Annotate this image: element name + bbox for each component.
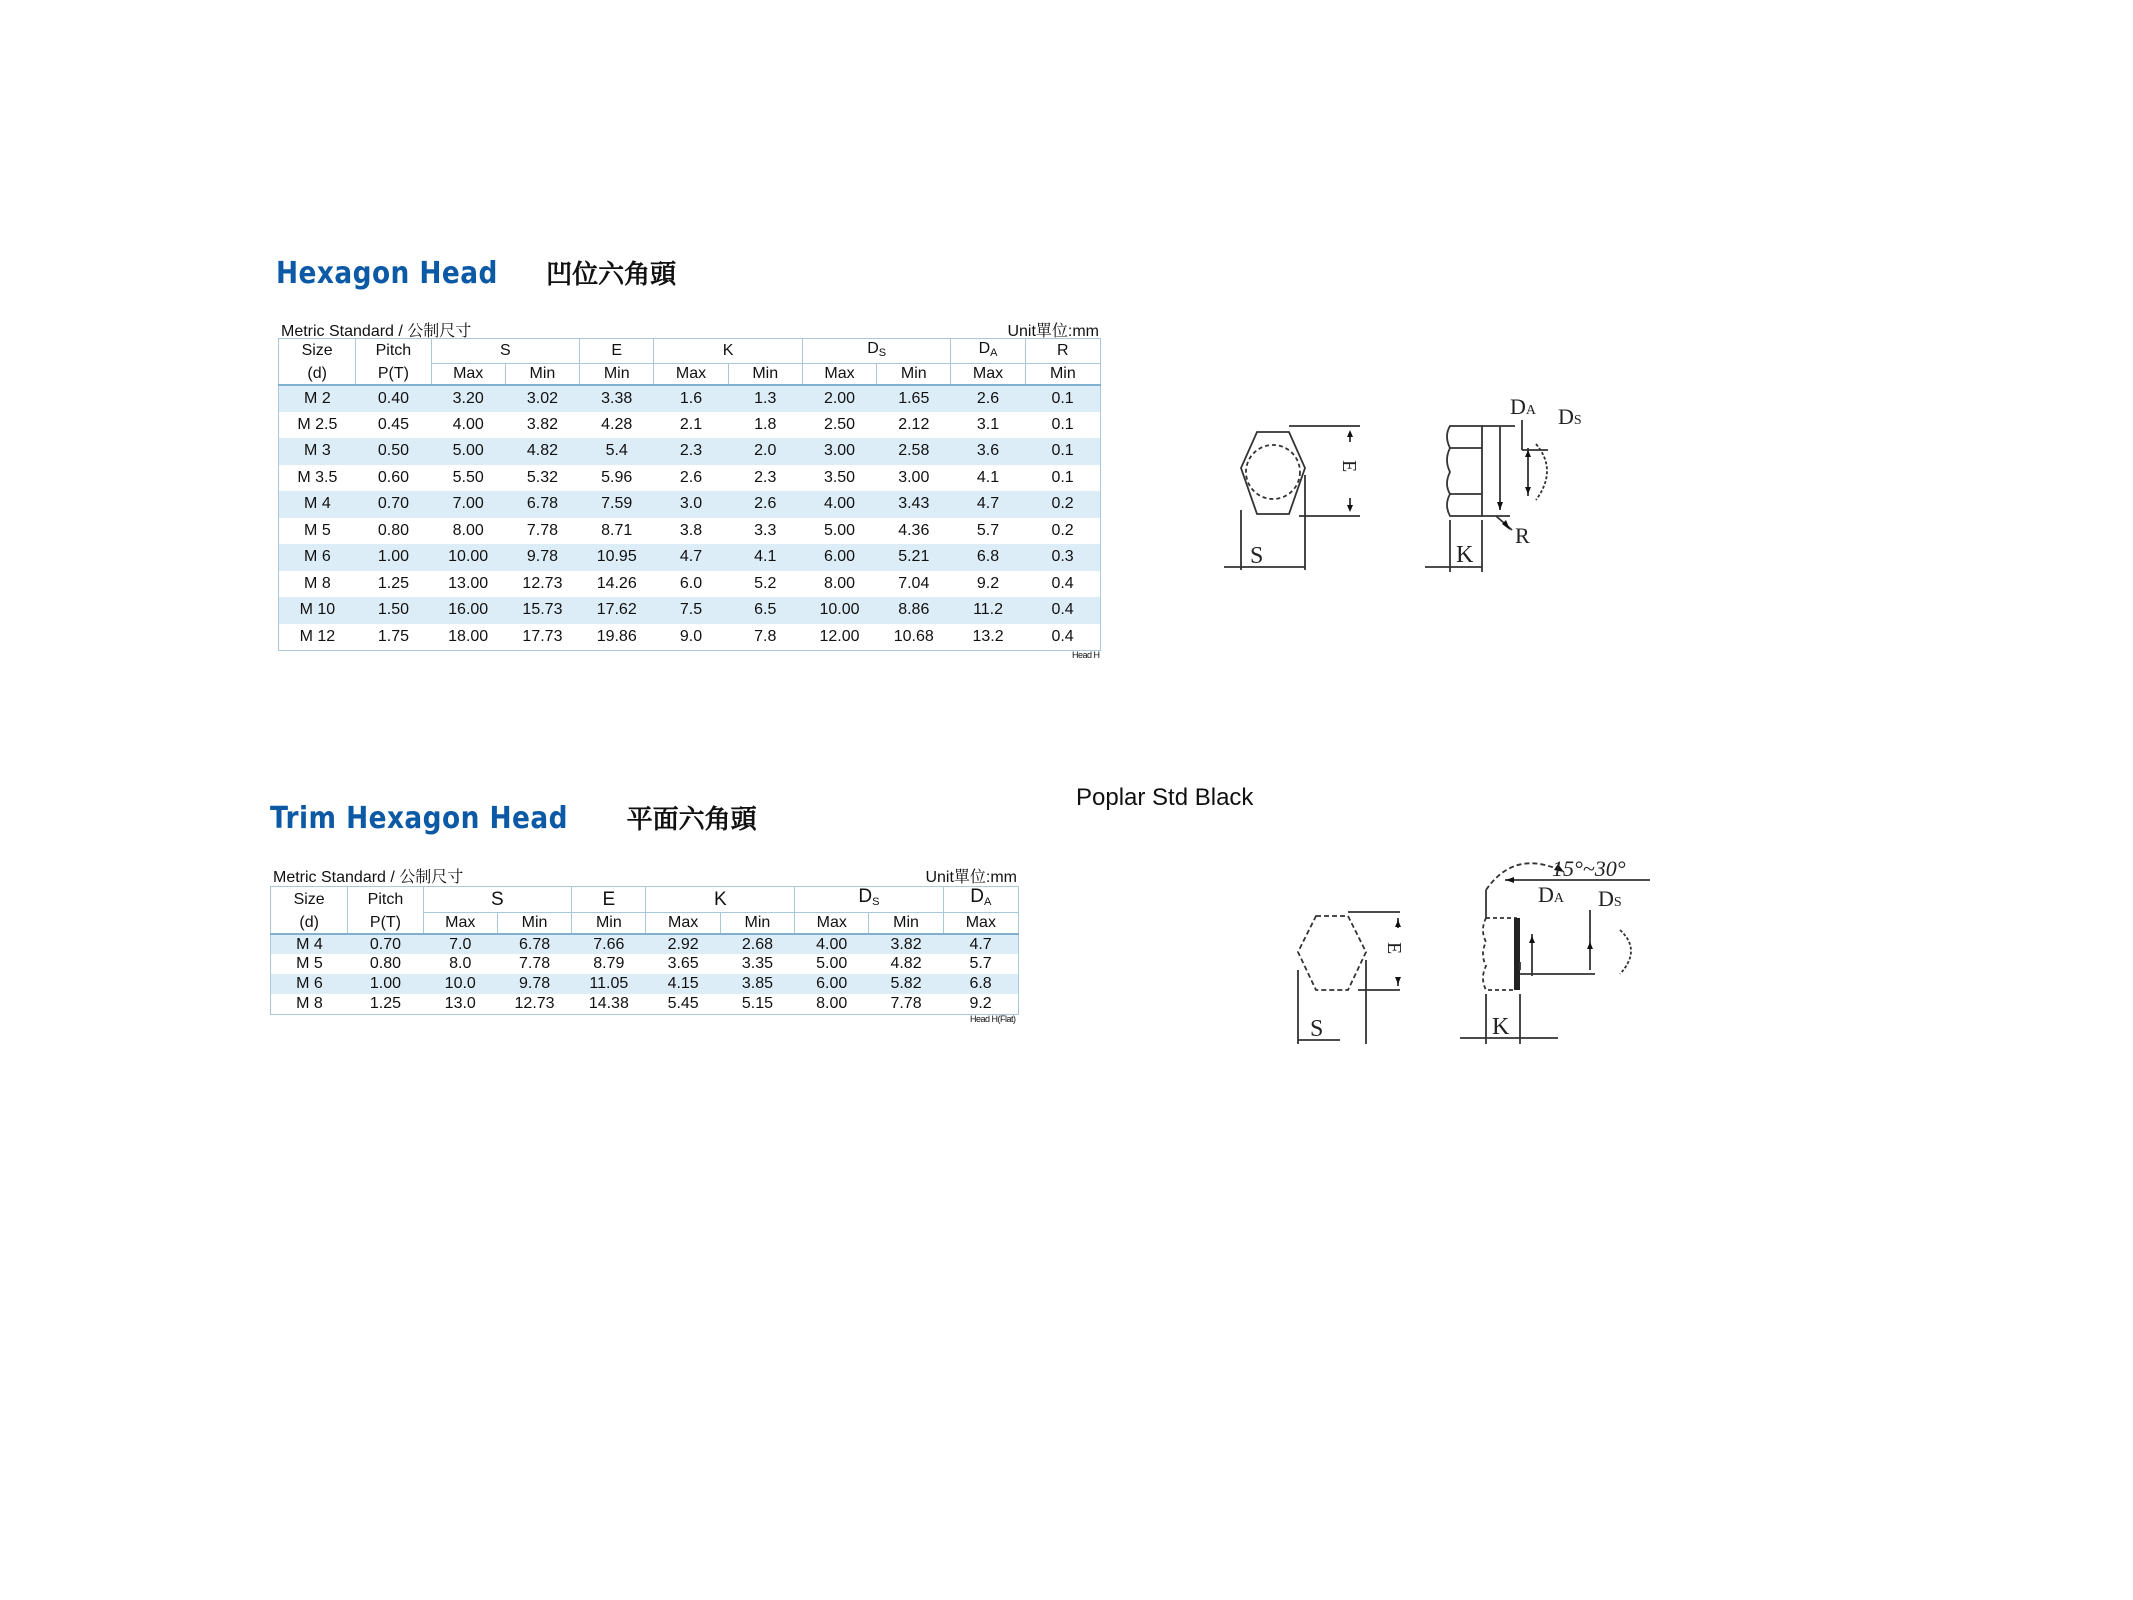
table-cell: 3.3 (754, 521, 777, 539)
table-cell: 16.00 (448, 601, 489, 619)
table-footnote: Head H (1072, 650, 1100, 660)
table-row (271, 954, 1019, 974)
table-cell: 14.26 (596, 574, 637, 592)
table-cell: 0.1 (1051, 442, 1074, 460)
table-cell: 4.00 (816, 935, 848, 953)
subhead-da-max: Max (951, 364, 1025, 386)
table-cell: 5.7 (969, 955, 992, 972)
table-cell: 8.00 (816, 994, 848, 1012)
table-cell: 1.00 (377, 548, 409, 566)
header-row-bottom (279, 364, 1101, 386)
subhead-k-max: Max (646, 913, 720, 935)
col-da: $D_A$ (951, 339, 1025, 364)
table-cell: 8.71 (601, 521, 633, 539)
label-k: K (1456, 542, 1474, 568)
subhead-k-max: Max (654, 364, 728, 386)
table-cell: M 6 (296, 975, 323, 992)
col-pitch: Pitch (356, 339, 431, 364)
table-cell: 4.15 (667, 975, 699, 992)
table-cell: 7.00 (452, 495, 484, 513)
table-cell: 3.65 (667, 955, 699, 972)
hexagon-head-diagram (1210, 390, 1630, 580)
table-cell: 2.92 (667, 935, 699, 953)
subhead-ds-max: Max (795, 913, 869, 935)
table-cell: M 4 (304, 495, 331, 513)
table-cell: 4.82 (526, 442, 559, 460)
table-cell: 18.00 (448, 627, 489, 645)
table-cell: 4.00 (823, 495, 856, 513)
table-cell: 2.58 (898, 442, 930, 460)
table-cell: 15.73 (522, 601, 563, 619)
table-cell: 12.73 (522, 574, 563, 592)
header-row-top (279, 339, 1101, 364)
table-cell: 1.25 (369, 994, 402, 1012)
table-body (271, 934, 1019, 1014)
table-cell: M 5 (296, 955, 323, 972)
metric-standard-label: Metric Standard / 公制尺寸 (281, 323, 472, 340)
table-cell: 5.50 (452, 468, 484, 486)
table-row (279, 438, 1101, 465)
table-cell: 2.6 (679, 468, 703, 486)
table-cell: 4.28 (601, 415, 633, 433)
table-cell: 3.50 (823, 468, 856, 486)
table-cell: M 12 (299, 627, 336, 645)
font-note: Poplar Std Black (1076, 784, 1254, 811)
table-cell: 0.2 (1051, 495, 1074, 513)
subhead-pt: P(T) (348, 913, 423, 935)
table-cell: 0.50 (377, 442, 409, 460)
table-cell: 3.6 (976, 442, 1000, 460)
label-angle: 15°~30° (1552, 856, 1626, 881)
table-cell: 6.00 (823, 548, 856, 566)
table-cell: 2.12 (898, 415, 930, 433)
table-cell: 4.00 (452, 415, 484, 433)
table-cell: 9.0 (679, 627, 703, 645)
table-cell: M 2 (304, 389, 331, 407)
table-cell: 3.38 (601, 389, 633, 407)
table-cell: 5.82 (890, 975, 922, 992)
col-pitch: Pitch (348, 887, 423, 913)
subhead-d: (d) (271, 913, 348, 935)
table-cell: 17.62 (596, 601, 637, 619)
table-cell: M 2.5 (297, 415, 338, 433)
table-cell: 6.0 (679, 574, 703, 592)
title-english: Trim Hexagon Head (270, 801, 568, 836)
label-r: R (1515, 523, 1530, 548)
col-size: Size (301, 342, 333, 360)
table-cell: 0.70 (369, 935, 402, 953)
label-s: S (1310, 1016, 1324, 1042)
table-cell: 0.3 (1051, 548, 1074, 566)
label-ds: DS (1558, 404, 1582, 429)
table-cell: 7.66 (593, 935, 625, 953)
table-cell: 3.8 (679, 521, 703, 539)
table-cell: 7.59 (601, 495, 633, 513)
table-cell: 5.00 (823, 521, 856, 539)
table-cell: 7.04 (898, 574, 930, 592)
table-cell: 5.15 (741, 994, 773, 1012)
col-size: Size (293, 890, 325, 908)
trim-hexagon-head-diagram (1270, 850, 1670, 1050)
table-cell: 4.36 (898, 521, 930, 539)
table-cell: 5.32 (526, 468, 559, 486)
table-cell: 6.5 (754, 601, 777, 619)
table-cell: 3.00 (898, 468, 930, 486)
table-cell: 9.2 (976, 574, 1000, 592)
table-body (279, 385, 1101, 650)
col-e: E (580, 339, 654, 364)
table-cell: 1.8 (754, 415, 777, 433)
col-k: K (646, 887, 795, 913)
table-cell: 7.78 (518, 955, 551, 972)
table-cell: 17.73 (522, 627, 563, 645)
table-cell: 10.00 (448, 548, 489, 566)
table-cell: 3.82 (526, 415, 559, 433)
table-cell: 2.3 (679, 442, 703, 460)
table-cell: M 8 (296, 994, 323, 1012)
spec-table-trim-hexagon-head (270, 886, 1019, 1015)
table-cell: 12.73 (514, 994, 555, 1012)
table-cell: 0.1 (1051, 389, 1074, 407)
table-cell: 1.50 (377, 601, 409, 619)
subhead-s-max: Max (431, 364, 505, 386)
unit-label: Unit單位:mm (1007, 323, 1099, 340)
col-s: S (423, 887, 572, 913)
table-cell: M 6 (304, 548, 331, 566)
subhead-s-max: Max (423, 913, 497, 935)
table-cell: 3.82 (890, 935, 922, 953)
table-cell: 3.0 (679, 495, 703, 513)
table-cell: 0.40 (377, 389, 409, 407)
table-cell: 2.6 (754, 495, 777, 513)
title-chinese: 凹位六角頭 (546, 260, 677, 290)
table-cell: 0.45 (377, 415, 409, 433)
table-cell: 2.50 (823, 415, 856, 433)
subhead-e-min: Min (572, 913, 646, 935)
section-title-hexagon-head (276, 254, 676, 291)
table-cell: 8.79 (593, 955, 625, 972)
subhead-d: (d) (279, 364, 356, 386)
table-row (279, 385, 1101, 412)
table-cell: 3.35 (741, 955, 773, 972)
table-cell: 9.78 (518, 975, 551, 992)
table-cell: 3.85 (741, 975, 773, 992)
table-cell: 5.7 (976, 521, 1000, 539)
table-cell: 4.1 (754, 548, 777, 566)
table-cell: 8.0 (449, 955, 472, 972)
col-r: R (1025, 339, 1100, 364)
table-cell: 1.3 (754, 389, 777, 407)
label-s: S (1250, 543, 1264, 569)
table-cell: 13.0 (444, 994, 476, 1012)
table-cell: 2.3 (754, 468, 777, 486)
table-cell: 4.7 (969, 935, 992, 953)
table-cell: 11.2 (973, 601, 1004, 619)
table-row (279, 597, 1101, 624)
table-cell: 2.0 (754, 442, 777, 460)
hex-outline (1298, 916, 1366, 990)
col-ds: $D_S$ (795, 887, 944, 913)
col-ds: $D_S$ (802, 339, 951, 364)
table-cell: 10.95 (596, 548, 637, 566)
col-e: E (572, 887, 646, 913)
table-cell: 7.78 (526, 521, 559, 539)
table-footnote: Head H(Flat) (970, 1014, 1016, 1024)
table-cell: 0.80 (369, 955, 402, 972)
header-row-top (271, 887, 1019, 913)
table-cell: 1.75 (377, 627, 409, 645)
table-cell: 8.86 (898, 601, 930, 619)
unit-label: Unit單位:mm (925, 869, 1017, 886)
title-english: Hexagon Head (276, 256, 498, 291)
table-cell: 7.78 (890, 994, 922, 1012)
subhead-k-min: Min (720, 913, 794, 935)
table-cell: 0.2 (1051, 521, 1074, 539)
table-cell: 2.1 (679, 415, 703, 433)
header-row-bottom (271, 913, 1019, 935)
table-cell: 4.1 (976, 468, 1000, 486)
table-cell: 9.78 (526, 548, 559, 566)
table-row (279, 518, 1101, 545)
table-cell: 0.4 (1051, 601, 1074, 619)
label-e: E (1383, 942, 1405, 955)
table-cell: 9.2 (969, 994, 992, 1012)
label-da: DA (1538, 882, 1565, 907)
spec-table-hexagon-head (278, 338, 1101, 651)
subhead-ds-min: Min (869, 913, 943, 935)
label-k: K (1492, 1014, 1510, 1040)
table-cell: 13.00 (448, 574, 489, 592)
table-row (279, 624, 1101, 651)
table-cell: 4.7 (976, 495, 1000, 513)
table-cell: 10.0 (444, 975, 476, 992)
table-cell: 0.4 (1051, 627, 1074, 645)
col-k: K (654, 339, 803, 364)
table-cell: 2.68 (741, 935, 773, 953)
table-cell: 10.00 (819, 601, 860, 619)
table-cell: 0.80 (377, 521, 409, 539)
table-caption (273, 864, 1017, 887)
table-cell: 3.02 (526, 389, 559, 407)
table-cell: 3.43 (898, 495, 930, 513)
subhead-ds-min: Min (877, 364, 951, 386)
table-cell: 19.86 (596, 627, 637, 645)
table-cell: 3.20 (452, 389, 484, 407)
table-cell: 6.8 (969, 975, 992, 992)
table-cell: 1.25 (377, 574, 409, 592)
table-cell: 0.70 (377, 495, 409, 513)
table-cell: M 4 (296, 935, 323, 953)
table-cell: 10.68 (893, 627, 934, 645)
table-cell: 6.78 (526, 495, 559, 513)
table-cell: 5.96 (601, 468, 633, 486)
table-row (271, 934, 1019, 954)
subhead-e-min: Min (580, 364, 654, 386)
subhead-s-min: Min (505, 364, 579, 386)
table-cell: 3.1 (976, 415, 1000, 433)
subhead-r-min: Min (1025, 364, 1100, 386)
subhead-ds-max: Max (802, 364, 876, 386)
title-chinese: 平面六角頭 (626, 805, 757, 835)
table-cell: 0.4 (1051, 574, 1074, 592)
hex-recess-circle (1246, 445, 1300, 499)
subhead-s-min: Min (497, 913, 571, 935)
table-cell: 13.2 (972, 627, 1004, 645)
table-cell: M 5 (304, 521, 331, 539)
table-cell: 7.0 (449, 935, 472, 953)
table-cell: 5.2 (754, 574, 777, 592)
label-ds: DS (1598, 886, 1622, 911)
table-cell: 5.4 (605, 442, 628, 460)
col-s: S (431, 339, 580, 364)
table-row (279, 412, 1101, 439)
table-cell: 14.38 (588, 994, 629, 1012)
table-cell: 8.00 (823, 574, 856, 592)
side-profile (1483, 918, 1516, 990)
section-title-trim-hexagon-head (270, 799, 757, 836)
table-row (279, 571, 1101, 598)
flat-face (1514, 918, 1520, 990)
table-cell: 6.78 (518, 935, 551, 953)
table-cell: 7.8 (754, 627, 777, 645)
table-cell: 5.45 (667, 994, 699, 1012)
table-cell: 2.6 (976, 389, 1000, 407)
label-da: DA (1510, 394, 1537, 419)
table-row (279, 491, 1101, 518)
table-cell: 6.8 (976, 548, 1000, 566)
side-profile (1447, 426, 1482, 516)
table-cell: 0.1 (1051, 415, 1074, 433)
table-cell: M 10 (299, 601, 336, 619)
table-cell: 5.21 (898, 548, 930, 566)
table-cell: 8.00 (452, 521, 484, 539)
table-cell: 11.05 (589, 975, 629, 992)
table-cell: 1.65 (898, 389, 930, 407)
table-cell: 1.6 (679, 389, 703, 407)
table-cell: 7.5 (679, 601, 703, 619)
subhead-k-min: Min (728, 364, 802, 386)
table-cell: 2.00 (823, 389, 856, 407)
table-cell: M 8 (304, 574, 331, 592)
table-cell: M 3.5 (297, 468, 338, 486)
label-e: E (1338, 460, 1360, 473)
table-cell: M 3 (304, 442, 331, 460)
metric-standard-label: Metric Standard / 公制尺寸 (273, 869, 464, 886)
table-cell: 6.00 (816, 975, 848, 992)
table-cell: 5.00 (816, 955, 848, 972)
table-cell: 1.00 (369, 975, 402, 992)
table-cell: 0.60 (377, 468, 409, 486)
table-cell: 4.7 (679, 548, 703, 566)
table-cell: 4.82 (890, 955, 922, 972)
table-row (279, 465, 1101, 492)
table-row (279, 544, 1101, 571)
col-da: $D_A$ (943, 887, 1018, 913)
table-cell: 3.00 (823, 442, 856, 460)
table-cell: 5.00 (452, 442, 484, 460)
subhead-pt: P(T) (356, 364, 431, 386)
table-cell: 0.1 (1051, 468, 1074, 486)
subhead-da-max: Max (943, 913, 1018, 935)
table-row (271, 974, 1019, 994)
table-row (271, 994, 1019, 1014)
table-cell: 12.00 (819, 627, 860, 645)
